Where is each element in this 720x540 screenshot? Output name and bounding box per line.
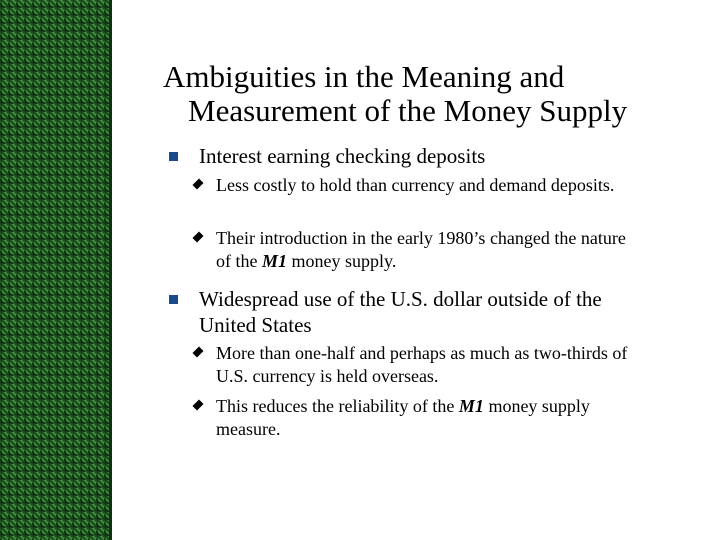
square-bullet-icon bbox=[169, 295, 178, 304]
sub-bullet-text: Less costly to hold than currency and demand deposits. bbox=[216, 175, 615, 195]
m1-emphasis: M1 bbox=[458, 396, 484, 416]
sub-text-before: This reduces the reliability of the bbox=[216, 396, 459, 416]
bullet-interest-checking bbox=[169, 143, 639, 169]
slide-title bbox=[163, 60, 713, 128]
sub-bullet-text: More than one-half and perhaps as much as two-thirds of U.S. currency is held overseas. bbox=[216, 343, 628, 386]
bullet-us-dollar-abroad bbox=[169, 286, 639, 338]
sub-text-before: Their introduction in the early 1980’s changed the nature of the bbox=[216, 228, 626, 271]
sub-bullet-text bbox=[194, 227, 634, 273]
sub-bullet-less-costly bbox=[194, 174, 634, 197]
sub-text-after: money supply measure. bbox=[216, 396, 590, 439]
decorative-sidebar bbox=[0, 0, 112, 540]
bullet-text: Widespread use of the U.S. dollar outside of the United States bbox=[199, 287, 602, 337]
sub-bullet-text bbox=[194, 395, 634, 441]
m1-emphasis: M1 bbox=[261, 251, 287, 271]
sub-bullet-introduction bbox=[194, 227, 634, 273]
bullet-text: Interest earning checking deposits bbox=[199, 144, 486, 168]
sub-text-after: money supply. bbox=[287, 251, 397, 271]
sub-bullet-held-overseas bbox=[194, 342, 634, 388]
square-bullet-icon bbox=[169, 152, 178, 161]
sub-bullet-reliability bbox=[194, 395, 634, 441]
title-line-2: Measurement of the Money Supply bbox=[188, 93, 628, 128]
title-line-1: Ambiguities in the Meaning and bbox=[163, 59, 565, 94]
